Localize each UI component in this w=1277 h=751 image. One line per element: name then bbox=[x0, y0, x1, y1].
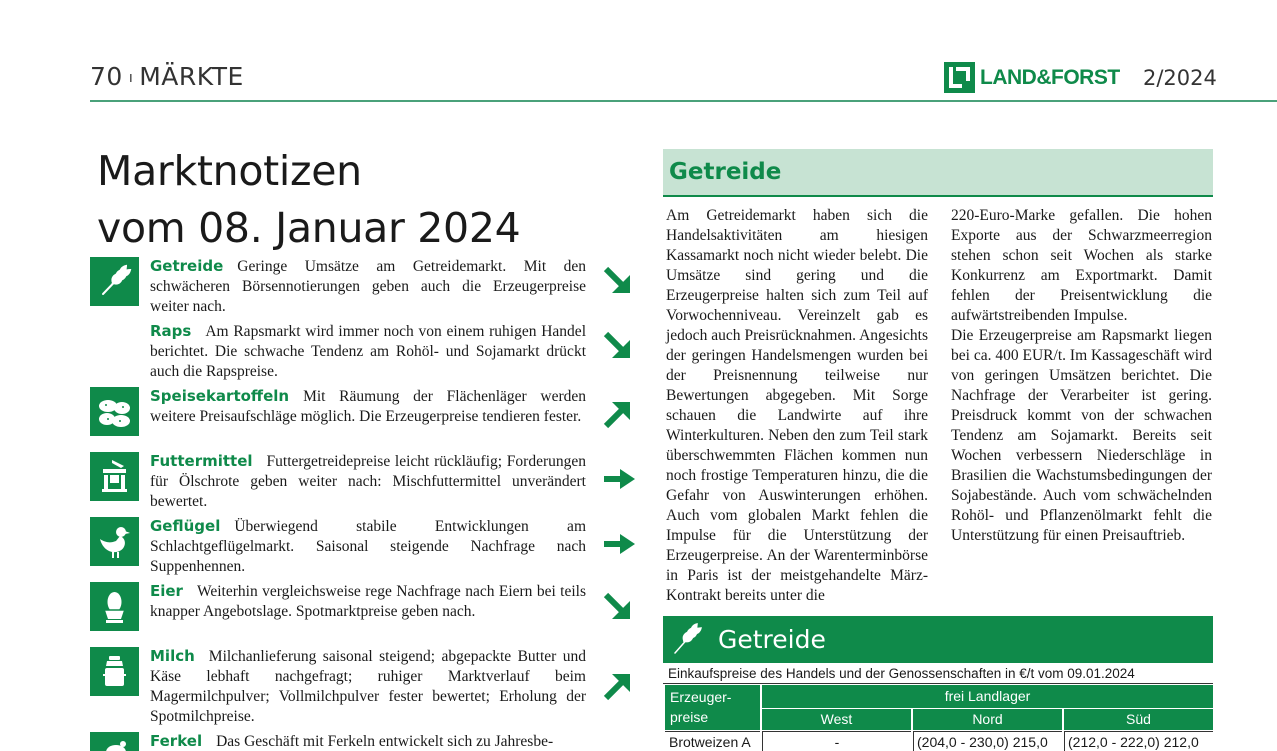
note-text: Überwiegend stabile Entwicklungen am Schlachtgeflügelmarkt. Saisonal steigende Nachfrage nach Suppenhennen. bbox=[150, 518, 586, 575]
table-cell-nord: (204,0 - 230,0) 215,0 bbox=[913, 731, 1062, 751]
note-text: Am Rapsmarkt wird immer noch von einem ruhigen Handel berichtet. Die schwache Tendenz am Rohöl- und Sojamarkt drückt auch die Rapspreise. bbox=[150, 323, 586, 380]
header-divider bbox=[90, 100, 1277, 102]
note-text: Milchanlieferung saisonal steigend; abgepackte Butter und Käse lebhaft nachgefragt; ruhiger Marktverlauf beim Magermilchpulver; Vollmilchpulver fester bewertet; Erholung der Spotmilchpreise. bbox=[150, 648, 586, 725]
trend-down-icon bbox=[602, 591, 636, 625]
article-heading: Getreide bbox=[669, 159, 782, 185]
section-title: MÄRKTE bbox=[139, 62, 244, 91]
wheat-icon bbox=[90, 257, 139, 306]
note-text: Das Geschäft mit Ferkeln entwickelt sich zu Jahresbe- bbox=[216, 733, 554, 750]
table-cell-sued: (212,0 - 222,0) 212,0 bbox=[1064, 731, 1213, 751]
article-column-1: Am Getreidemarkt haben sich die Handelsaktivitäten am hiesigen Kassamarkt noch nicht wieder belebt. Die Umsätze sind gering und die Erzeugerpreise halten sich zum Teil auf Vorwochenniveau. Vereinzelt gab es jedoch auch Preisrücknahmen. Angesichts der geringen Handelsmengen wurden bei der Preisnennung teilweise nur Bewertungen abgegeben. Mit Sorge schauen die Landwirte auf ihre Winterkulturen. Neben den zum Teil stark überschwemmten Flächen kommen nun noch frostige Temperaturen hinzu, die die Gefahr von Auswinterungen erhöhen. Auch vom globalen Markt fehlen die Impulse für die Unterstützung der Erzeugerpreise. An der Warenterminbörse in Paris ist der meistgehandelte März-Kontrakt bereits unter die bbox=[666, 207, 928, 604]
note-keyword: Raps bbox=[150, 322, 192, 340]
price-table-subtitle: Einkaufspreise des Handels und der Genossenschaften in €/t vom 09.01.2024 bbox=[668, 666, 1135, 681]
note-futtermittel bbox=[150, 451, 586, 512]
milk-can-icon bbox=[90, 647, 139, 696]
note-keyword: Getreide bbox=[150, 257, 224, 275]
column-group-frei-landlager: frei Landlager bbox=[762, 685, 1213, 708]
note-gefluegel bbox=[150, 516, 586, 577]
note-keyword: Milch bbox=[150, 647, 195, 665]
note-text: Geringe Umsätze am Getreidemarkt. Mit den schwächeren Börsennotierungen geben auch die Erzeugerpreise weiter nach. bbox=[150, 258, 586, 315]
table-cell-product: Brotweizen A bbox=[665, 731, 760, 751]
price-table-header bbox=[663, 616, 1213, 663]
note-keyword: Geflügel bbox=[150, 517, 221, 535]
note-keyword: Eier bbox=[150, 582, 183, 600]
title-line-2: vom 08. Januar 2024 bbox=[97, 204, 521, 252]
note-keyword: Speisekartoffeln bbox=[150, 387, 290, 405]
trend-up-icon bbox=[602, 668, 636, 702]
brand-name: LAND&FORST bbox=[980, 65, 1120, 89]
note-eier bbox=[150, 581, 586, 622]
header-separator: ı bbox=[128, 70, 134, 86]
trend-down-icon bbox=[602, 265, 636, 299]
note-milch bbox=[150, 646, 586, 727]
note-keyword: Ferkel bbox=[150, 732, 203, 750]
feed-silo-icon bbox=[90, 452, 139, 501]
note-ferkel bbox=[150, 731, 586, 751]
page-number: 70 bbox=[90, 62, 123, 91]
note-text: Mit Räumung der Flächenläger werden weitere Preisaufschläge möglich. Die Erzeugerpreise tendieren fester. bbox=[150, 388, 586, 425]
table-cell-west: - bbox=[762, 731, 911, 751]
egg-icon bbox=[90, 582, 139, 631]
note-text: Futtergetreidepreise leicht rückläufig; Forderungen für Ölschrote geben weiter nach: Mischfuttermittel unverändert bewertet. bbox=[150, 453, 586, 510]
page-title bbox=[97, 143, 520, 257]
chicken-icon bbox=[90, 517, 139, 566]
potato-icon bbox=[90, 387, 139, 436]
note-getreide bbox=[150, 256, 586, 317]
wheat-icon bbox=[671, 622, 703, 656]
trend-flat-icon bbox=[602, 527, 636, 561]
page-header bbox=[90, 62, 244, 91]
column-header-nord: Nord bbox=[913, 709, 1062, 730]
issue-number: 2/2024 bbox=[1143, 66, 1217, 90]
article-heading-box bbox=[663, 149, 1213, 197]
brand bbox=[944, 62, 1120, 93]
trend-down-icon bbox=[602, 330, 636, 364]
column-header-sued: Süd bbox=[1064, 709, 1213, 730]
piglet-icon bbox=[90, 732, 139, 751]
price-table-title: Getreide bbox=[718, 625, 826, 654]
note-raps bbox=[150, 321, 586, 382]
trend-flat-icon bbox=[602, 462, 636, 496]
land-forst-logo-icon bbox=[944, 62, 975, 93]
note-text: Weiterhin vergleichsweise rege Nachfrage nach Eiern bei teils knapper Angebotslage. Spotmarktpreise geben nach. bbox=[150, 583, 586, 620]
column-header-west: West bbox=[762, 709, 911, 730]
title-line-1: Marktnotizen bbox=[97, 147, 362, 195]
trend-up-icon bbox=[602, 396, 636, 430]
column-header-erzeugerpreise: Erzeuger- preise bbox=[665, 685, 760, 730]
note-speisekartoffeln bbox=[150, 386, 586, 427]
note-keyword: Futtermittel bbox=[150, 452, 253, 470]
article-column-2: 220-Euro-Marke gefallen. Die hohen Exporte aus der Schwarzmeerregion stehen schon seit Wochen als starke Konkurrenz am Exportmarkt. Damit fehlen der Preisentwicklung die aufwärtstreibenden Impulse. Die Erzeugerpreise am Rapsmarkt liegen bei ca. 400 EUR/t. Im Kassageschäft wird von geringen Umsätzen berichtet. Die Nachfrage der Verarbeiter ist gering. Preisdruck kommt von der schwachen Tendenz am Sojamarkt. Bereits seit Wochen verbessern Niederschläge in Brasilien die Wachstumsbedingungen der Sojabestände. Auch vom schwächelnden Rohöl- und Pflanzenölmarkt fehlt die Unterstützung für einen Preisauftrieb. bbox=[951, 207, 1212, 544]
table-divider bbox=[663, 683, 1213, 684]
